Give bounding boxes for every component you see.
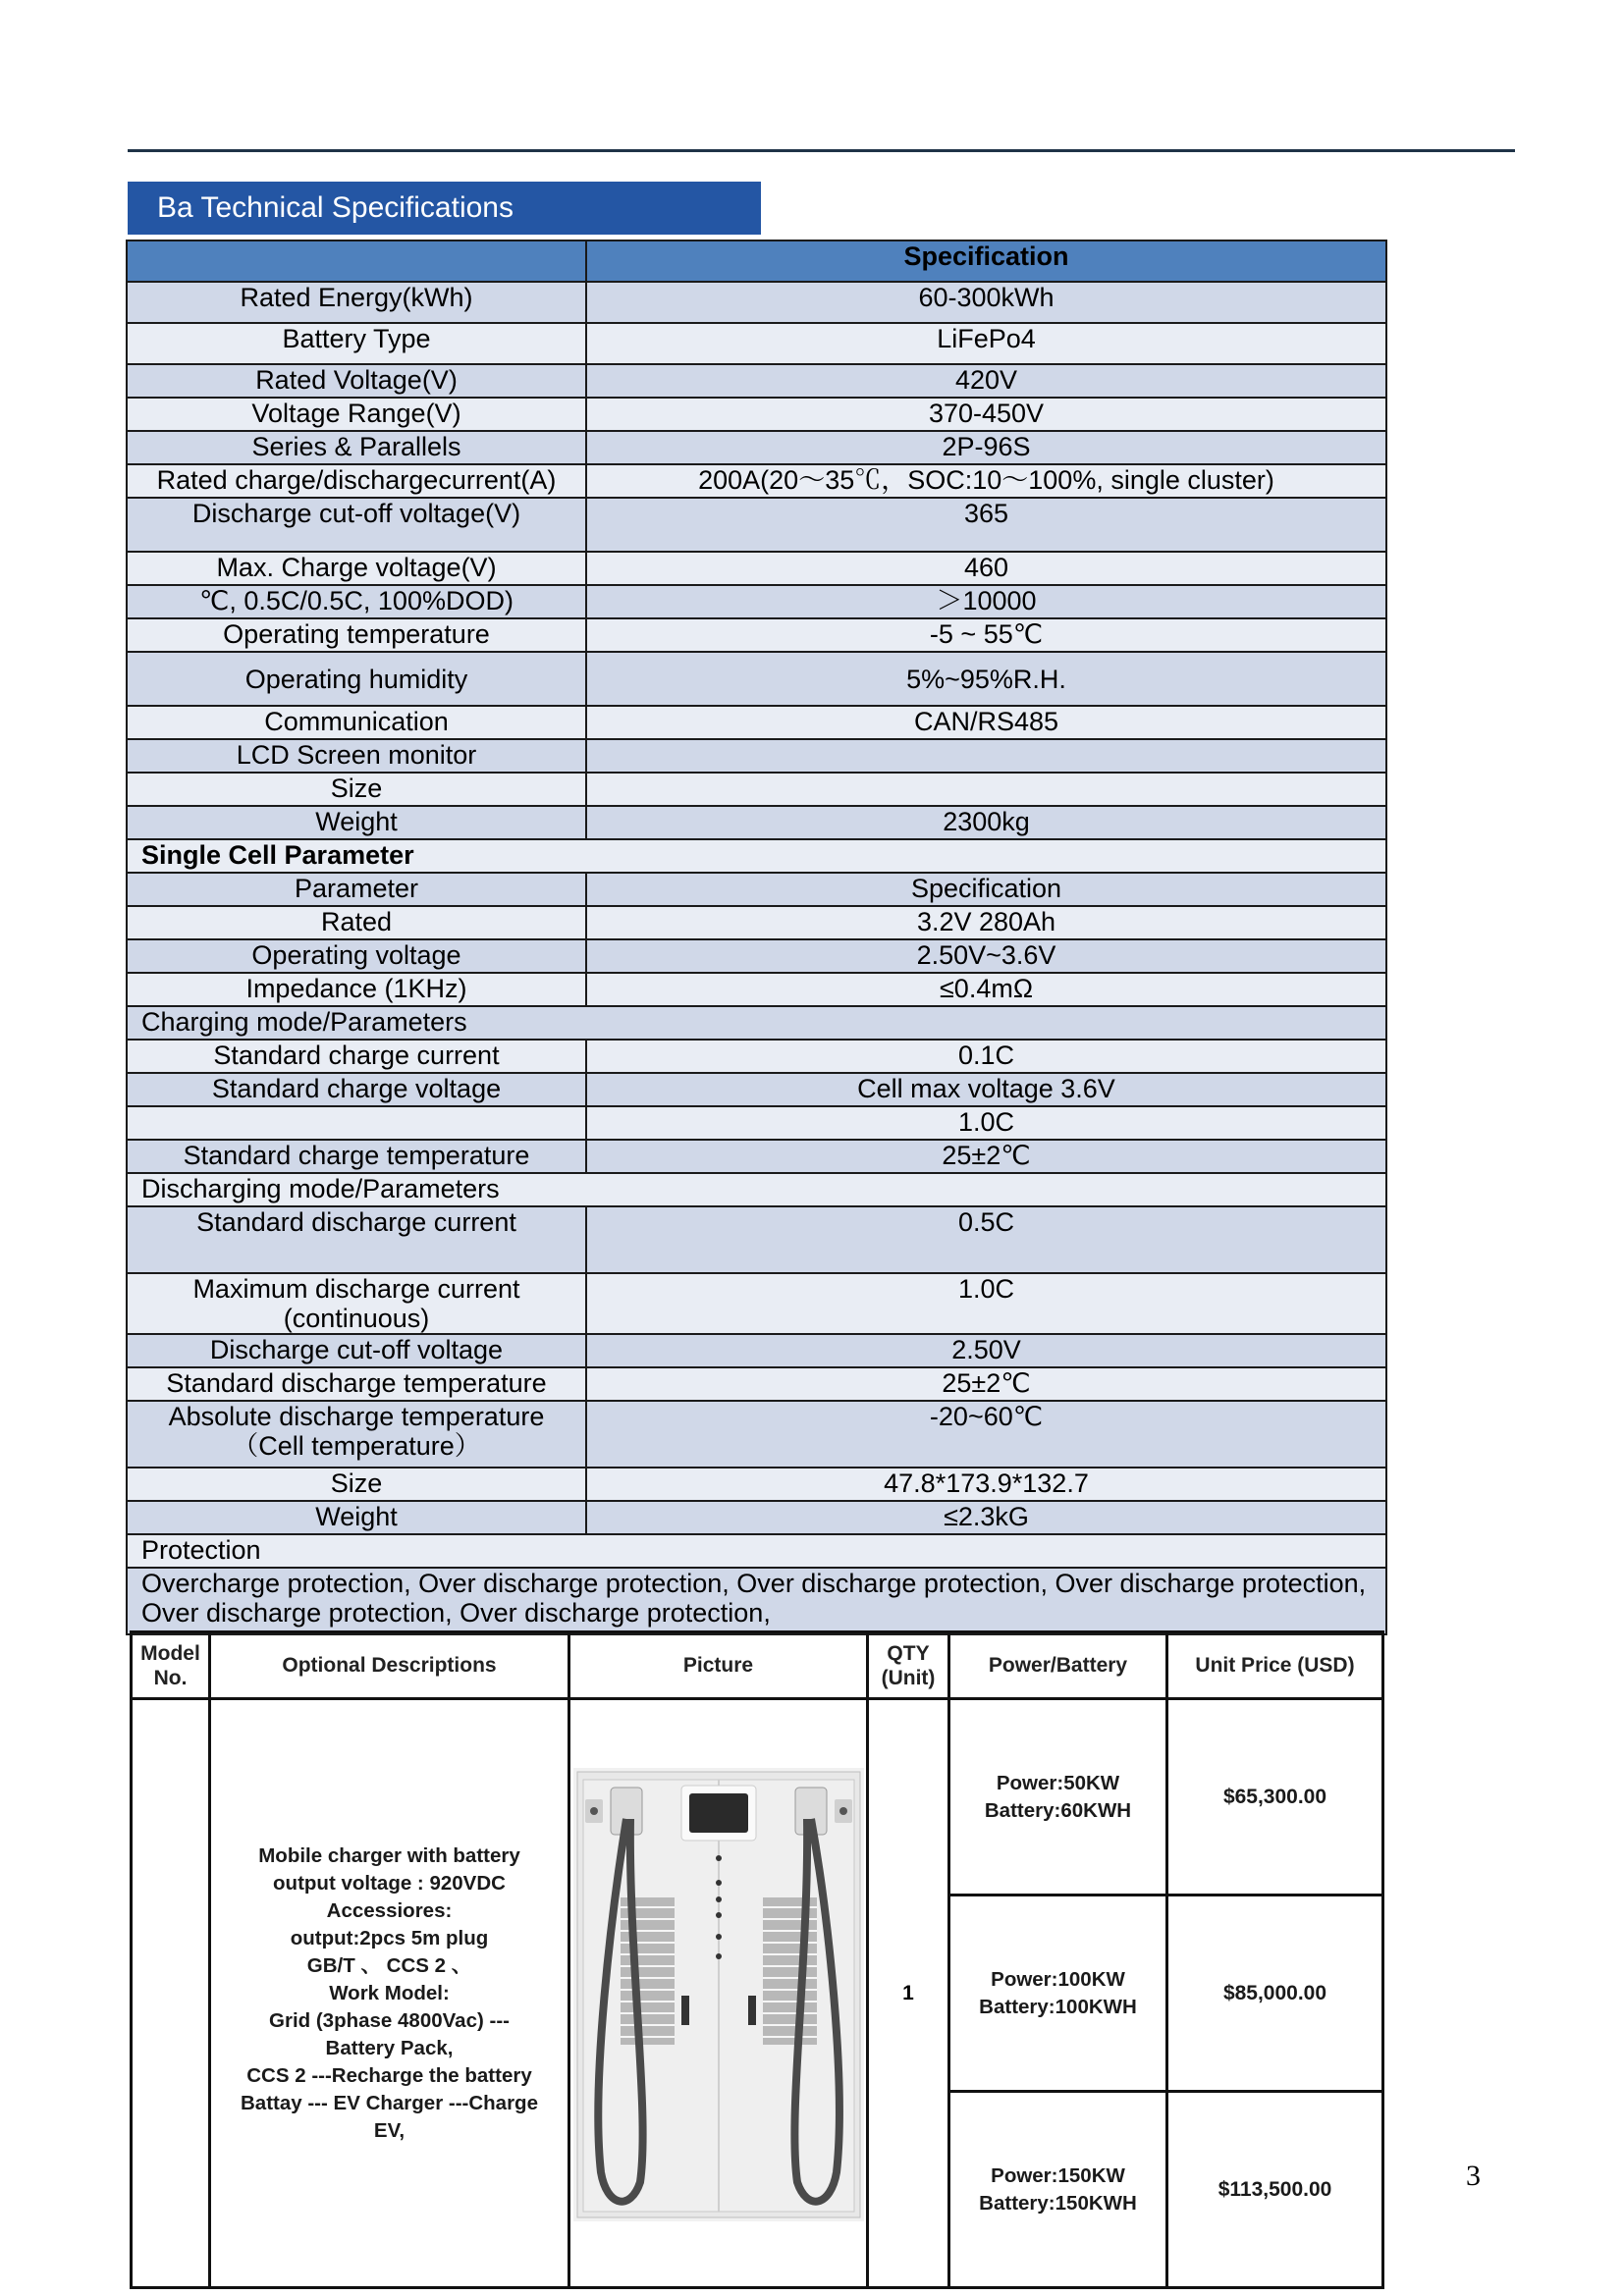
spec-value: 2300kg <box>586 806 1386 839</box>
spec-param: Communication <box>127 706 586 739</box>
charging-section-row <box>127 1006 1386 1040</box>
power-value: Power:50KW <box>996 1771 1120 1794</box>
spec-row <box>127 1367 1386 1401</box>
spec-param: Standard charge temperature <box>127 1140 586 1173</box>
spec-row <box>127 282 1386 323</box>
power-battery-cell <box>949 2092 1167 2288</box>
spec-param: Weight <box>127 1501 586 1534</box>
spec-row <box>127 1401 1386 1468</box>
spec-value: 60-300kWh <box>586 282 1386 323</box>
spec-value: LiFePo4 <box>586 323 1386 364</box>
spec-value: 0.5C <box>586 1206 1386 1273</box>
spec-value: -5 ~ 55℃ <box>586 618 1386 652</box>
qty-cell: 1 <box>868 1699 949 2288</box>
spec-row <box>127 1140 1386 1173</box>
spec-param: Standard charge current <box>127 1040 586 1073</box>
spec-row <box>127 364 1386 398</box>
picture-cell <box>569 1699 868 2288</box>
price-table <box>130 1630 1384 2289</box>
description-line: Battery Pack, <box>325 2036 454 2059</box>
power-battery-cell <box>949 1896 1167 2092</box>
unit-price-cell: $113,500.00 <box>1167 2092 1383 2288</box>
description-line: Mobile charger with battery <box>258 1843 520 1867</box>
power-value: Power:150KW <box>991 2163 1125 2187</box>
battery-value: Battery:60KWH <box>984 1798 1132 1822</box>
protection-text: Overcharge protection, Over discharge protection, Over discharge protection, Over discharge protection, Over discharge protection, Over discharge protection, <box>127 1568 1386 1634</box>
protection-row <box>127 1568 1386 1634</box>
spec-row <box>127 585 1386 618</box>
spec-value: 2P-96S <box>586 431 1386 464</box>
spec-row <box>127 1206 1386 1273</box>
spec-row <box>127 1040 1386 1073</box>
spec-row <box>127 1106 1386 1140</box>
spec-param: Absolute discharge temperature （Cell temperature） <box>127 1401 586 1468</box>
spec-param: Rated charge/dischargecurrent(A) <box>127 464 586 498</box>
spec-param: Max. Charge voltage(V) <box>127 552 586 585</box>
spec-row <box>127 739 1386 773</box>
model-no-cell <box>132 1699 210 2288</box>
discharging-section-title: Discharging mode/Parameters <box>127 1173 1386 1206</box>
spec-value: ≤2.3kG <box>586 1501 1386 1534</box>
spec-param: Standard discharge current <box>127 1206 586 1273</box>
discharging-section-row <box>127 1173 1386 1206</box>
description-line: output:2pcs 5m plug <box>290 1926 489 1949</box>
header-picture: Picture <box>569 1632 868 1699</box>
description-line: Grid (3phase 4800Vac) --- <box>269 2008 510 2032</box>
charging-section-title: Charging mode/Parameters <box>127 1006 1386 1040</box>
description-line: output voltage : 920VDC <box>273 1871 506 1895</box>
price-row <box>132 1699 1383 1896</box>
spec-row <box>127 973 1386 1006</box>
mobile-charger-image <box>571 1760 866 2221</box>
description-line: Accessiores: <box>326 1898 453 1922</box>
spec-row <box>127 431 1386 464</box>
spec-param: Operating voltage <box>127 939 586 973</box>
description-line: Battay --- EV Charger ---Charge <box>241 2091 538 2114</box>
spec-param: Voltage Range(V) <box>127 398 586 431</box>
spec-row <box>127 873 1386 906</box>
spec-value: 420V <box>586 364 1386 398</box>
battery-value: Battery:100KWH <box>979 1995 1137 2018</box>
spec-row <box>127 498 1386 552</box>
cell-section-title: Single Cell Parameter <box>127 839 1386 873</box>
spec-row <box>127 706 1386 739</box>
spec-value: 460 <box>586 552 1386 585</box>
protection-section-row <box>127 1534 1386 1568</box>
spec-header-param <box>127 240 586 282</box>
spec-value: CAN/RS485 <box>586 706 1386 739</box>
spec-param: Operating humidity <box>127 652 586 706</box>
power-battery-cell <box>949 1699 1167 1896</box>
spec-value: 2.50V <box>586 1334 1386 1367</box>
cell-section-row <box>127 839 1386 873</box>
top-rule <box>128 149 1515 152</box>
spec-value: 1.0C <box>586 1106 1386 1140</box>
spec-value: 25±2℃ <box>586 1140 1386 1173</box>
spec-row <box>127 652 1386 706</box>
description-line: Work Model: <box>329 1981 450 2004</box>
spec-row <box>127 464 1386 498</box>
price-header-row <box>132 1632 1383 1699</box>
battery-value: Battery:150KWH <box>979 2191 1137 2215</box>
spec-header-row <box>127 240 1386 282</box>
spec-value: Specification <box>586 873 1386 906</box>
specification-table <box>126 240 1387 1635</box>
spec-row <box>127 939 1386 973</box>
section-title: Ba Technical Specifications <box>128 182 761 235</box>
spec-value: 3.2V 280Ah <box>586 906 1386 939</box>
spec-value: 2.50V~3.6V <box>586 939 1386 973</box>
spec-row <box>127 806 1386 839</box>
spec-param: Battery Type <box>127 323 586 364</box>
spec-param: ℃, 0.5C/0.5C, 100%DOD) <box>127 585 586 618</box>
spec-value <box>586 739 1386 773</box>
protection-title: Protection <box>127 1534 1386 1568</box>
spec-row <box>127 1273 1386 1334</box>
description-line: GB/T 、 CCS 2 、 <box>306 1953 472 1977</box>
spec-param: Series & Parallels <box>127 431 586 464</box>
spec-row <box>127 906 1386 939</box>
spec-value: ≤0.4mΩ <box>586 973 1386 1006</box>
spec-value <box>586 773 1386 806</box>
description-line: EV, <box>373 2118 406 2142</box>
spec-param: Standard charge voltage <box>127 1073 586 1106</box>
spec-value: Cell max voltage 3.6V <box>586 1073 1386 1106</box>
spec-param: Weight <box>127 806 586 839</box>
spec-param: Parameter <box>127 873 586 906</box>
spec-param: Rated Energy(kWh) <box>127 282 586 323</box>
spec-row <box>127 323 1386 364</box>
spec-row <box>127 773 1386 806</box>
description-cell <box>210 1699 569 2288</box>
unit-price-cell: $65,300.00 <box>1167 1699 1383 1896</box>
spec-param <box>127 1106 586 1140</box>
spec-param: Standard discharge temperature <box>127 1367 586 1401</box>
header-model-no: Model No. <box>132 1632 210 1699</box>
header-qty: QTY (Unit) <box>868 1632 949 1699</box>
spec-row <box>127 1501 1386 1534</box>
spec-value: 0.1C <box>586 1040 1386 1073</box>
header-optional-descriptions: Optional Descriptions <box>210 1632 569 1699</box>
spec-param: Impedance (1KHz) <box>127 973 586 1006</box>
spec-value: 5%~95%R.H. <box>586 652 1386 706</box>
header-power-battery: Power/Battery <box>949 1632 1167 1699</box>
spec-row <box>127 1073 1386 1106</box>
spec-param: LCD Screen monitor <box>127 739 586 773</box>
spec-value: 200A(20～35℃，SOC:10～100%, single cluster) <box>586 464 1386 498</box>
spec-param: Discharge cut-off voltage <box>127 1334 586 1367</box>
spec-value: -20~60℃ <box>586 1401 1386 1468</box>
spec-param: Size <box>127 1468 586 1501</box>
spec-param: Size <box>127 773 586 806</box>
spec-param: Discharge cut-off voltage(V) <box>127 498 586 552</box>
spec-header-spec: Specification <box>586 240 1386 282</box>
spec-row <box>127 618 1386 652</box>
power-value: Power:100KW <box>991 1967 1125 1991</box>
unit-price-cell: $85,000.00 <box>1167 1896 1383 2092</box>
header-unit-price: Unit Price (USD) <box>1167 1632 1383 1699</box>
spec-param: Operating temperature <box>127 618 586 652</box>
spec-row <box>127 1468 1386 1501</box>
spec-value: 25±2℃ <box>586 1367 1386 1401</box>
spec-param: Maximum discharge current (continuous) <box>127 1273 586 1334</box>
spec-param: Rated <box>127 906 586 939</box>
spec-row <box>127 1334 1386 1367</box>
spec-value: 47.8*173.9*132.7 <box>586 1468 1386 1501</box>
spec-value: 370-450V <box>586 398 1386 431</box>
spec-row <box>127 398 1386 431</box>
spec-value: 365 <box>586 498 1386 552</box>
spec-row <box>127 552 1386 585</box>
spec-param: Rated Voltage(V) <box>127 364 586 398</box>
description-line: CCS 2 ---Recharge the battery <box>246 2063 532 2087</box>
spec-value: 1.0C <box>586 1273 1386 1334</box>
page-number: 3 <box>1466 2160 1481 2192</box>
spec-value: ＞10000 <box>586 585 1386 618</box>
